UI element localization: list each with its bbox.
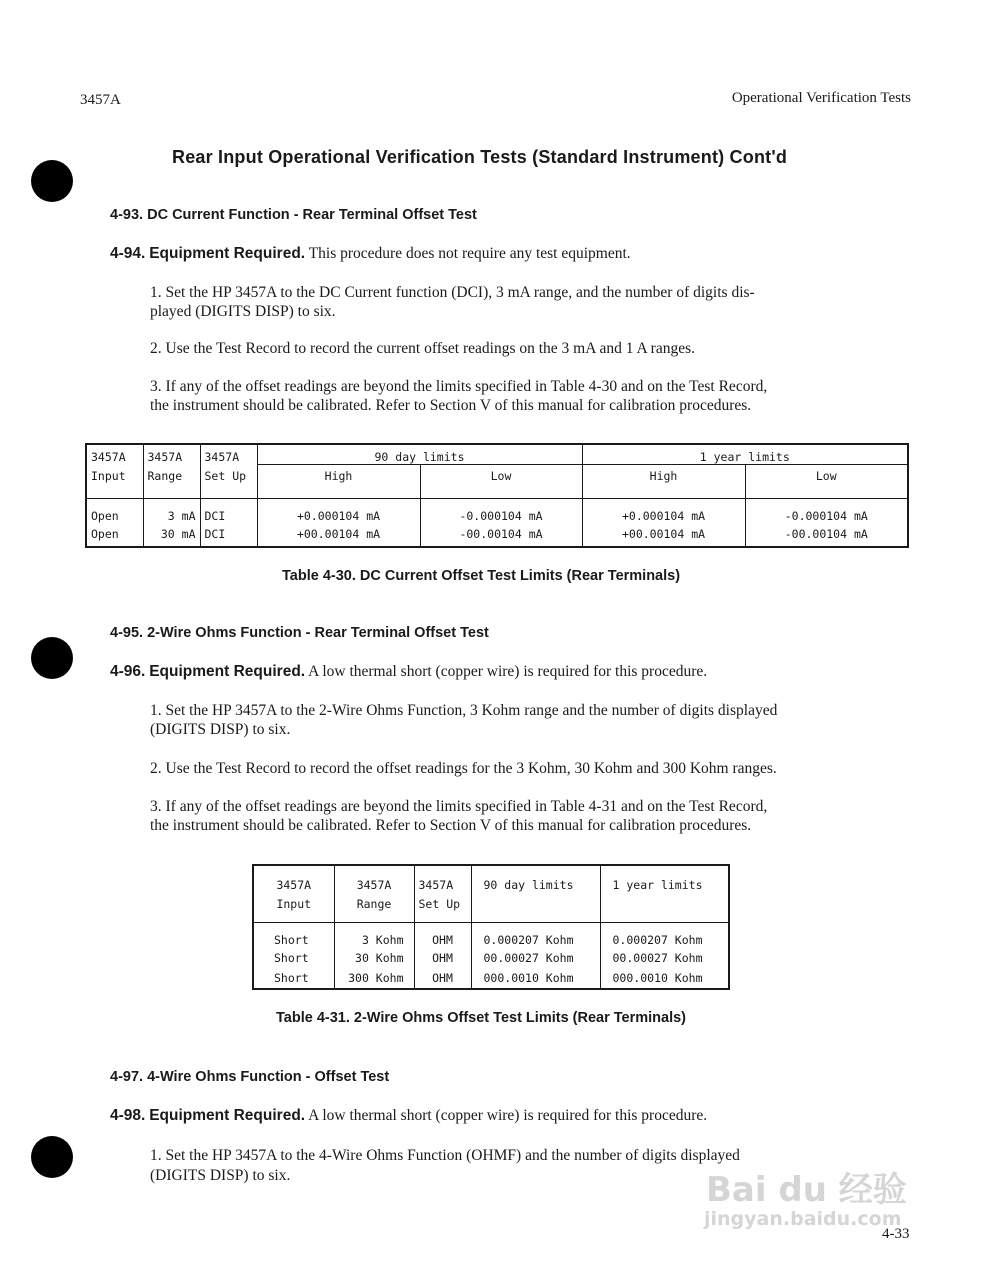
section-number: 4-93. <box>110 207 144 223</box>
col-setup-header-a: 3457A <box>414 865 471 892</box>
punch-hole-middle <box>31 637 73 679</box>
paragraph-number: 4-98. <box>110 1107 146 1124</box>
col-range-header-a: 3457A <box>143 444 200 465</box>
table-row <box>86 523 908 547</box>
section-title: DC Current Function - Rear Terminal Offset Test <box>147 207 477 223</box>
col-range-header-b: Range <box>143 465 200 499</box>
section-heading-4-93 <box>110 207 477 223</box>
step-line: 2. Use the Test Record to record the offset readings for the 3 Kohm, 30 Kohm and 300 Kohm ranges. <box>150 760 777 777</box>
paragraph-4-94 <box>110 244 631 264</box>
step-line: 1. Set the HP 3457A to the 2-Wire Ohms Function, 3 Kohm range and the number of digits displayed <box>150 702 778 719</box>
col-group-1year: 1 year limits <box>582 444 908 465</box>
step-line: the instrument should be calibrated. Refer to Section V of this manual for calibration procedures. <box>150 817 752 834</box>
table-4-30 <box>85 443 909 548</box>
section-heading-4-97 <box>110 1069 389 1085</box>
step-line: 1. Set the HP 3457A to the 4-Wire Ohms Function (OHMF) and the number of digits displayed <box>150 1147 740 1164</box>
cell-input: Open <box>86 499 143 524</box>
col-input-header-b: Input <box>86 465 143 499</box>
cell-input: Short <box>253 947 334 967</box>
col-input-header-a: 3457A <box>253 865 334 892</box>
cell-1year: 000.0010 Kohm <box>612 970 703 985</box>
paragraph-number: 4-96. <box>110 663 146 680</box>
paragraph-label: Equipment Required. <box>149 245 306 262</box>
col-90day-header: 90 day limits <box>471 865 600 892</box>
section-number: 4-95. <box>110 625 144 641</box>
col-range-header-b: Range <box>334 892 414 922</box>
page-number: 4-33 <box>882 1226 910 1242</box>
paragraph-label: Equipment Required. <box>149 663 306 680</box>
step-line: 2. Use the Test Record to record the current offset readings on the 3 mA and 1 A ranges. <box>150 340 696 357</box>
cell-range: 300 Kohm <box>334 967 414 989</box>
cell-setup: DCI <box>200 499 257 524</box>
cell-90day-high: +0.000104 mA <box>257 499 420 524</box>
cell-90day-low: -0.000104 mA <box>420 499 582 524</box>
step-line: (DIGITS DISP) to six. <box>150 721 291 738</box>
cell-1year-high: +00.00104 mA <box>582 523 745 547</box>
watermark-logo: Bai du 经验 <box>706 1170 907 1210</box>
cell-1year: 00.00027 Kohm <box>612 950 703 965</box>
section-number: 4-97. <box>110 1069 144 1085</box>
paragraph-4-98 <box>110 1106 707 1126</box>
cell-input: Open <box>86 523 143 547</box>
cell-1year-low: -0.000104 mA <box>784 509 868 523</box>
table-caption-4-30: Table 4-30. DC Current Offset Test Limits (Rear Terminals) <box>282 568 681 584</box>
cell-90day-high: +00.00104 mA <box>257 523 420 547</box>
cell-input: Short <box>253 967 334 989</box>
col-group-90day: 90 day limits <box>257 444 582 465</box>
cell-setup: DCI <box>200 523 257 547</box>
col-90day-high: High <box>257 465 420 499</box>
cell-90day: 000.0010 Kohm <box>471 967 600 989</box>
col-input-header-b: Input <box>253 892 334 922</box>
cell-range: 30 mA <box>143 523 200 547</box>
table-row <box>253 922 729 947</box>
header-chapter: Operational Verification Tests <box>731 90 911 106</box>
paragraph-text: A low thermal short (copper wire) is required for this procedure. <box>308 1107 708 1124</box>
section-title: 2-Wire Ohms Function - Rear Terminal Offset Test <box>147 625 489 641</box>
cell-1year-high: +0.000104 mA <box>582 499 745 524</box>
cell-setup: OHM <box>414 967 471 989</box>
paragraph-text: This procedure does not require any test equipment. <box>308 245 631 262</box>
step-line: the instrument should be calibrated. Refer to Section V of this manual for calibration procedures. <box>150 397 752 414</box>
step-line: played (DIGITS DISP) to six. <box>150 303 336 320</box>
col-setup-header-b: Set Up <box>200 465 257 499</box>
col-range-header-a: 3457A <box>334 865 414 892</box>
paragraph-text: A low thermal short (copper wire) is required for this procedure. <box>308 663 708 680</box>
section-heading-4-95 <box>110 625 489 641</box>
cell-range: 30 Kohm <box>334 947 414 967</box>
page-title: Rear Input Operational Verification Tests (Standard Instrument) Cont'd <box>172 147 788 167</box>
col-input-header-a: 3457A <box>86 444 143 465</box>
table-row <box>86 499 908 524</box>
table-row <box>253 967 729 989</box>
cell-90day: 0.000207 Kohm <box>471 922 600 947</box>
header-model: 3457A <box>80 92 121 108</box>
cell-input: Short <box>253 922 334 947</box>
col-90day-low: Low <box>420 465 582 499</box>
step-line: 3. If any of the offset readings are beyond the limits specified in Table 4-30 and on the Test Record, <box>150 378 768 395</box>
cell-1year: 0.000207 Kohm <box>612 932 703 947</box>
col-1year-high: High <box>582 465 745 499</box>
punch-hole-top <box>31 160 73 202</box>
step-line: 1. Set the HP 3457A to the DC Current function (DCI), 3 mA range, and the number of digits dis- <box>150 284 755 301</box>
watermark-url: jingyan.baidu.com <box>704 1208 902 1230</box>
punch-hole-bottom <box>31 1136 73 1178</box>
paragraph-4-96 <box>110 662 707 682</box>
cell-setup: OHM <box>414 947 471 967</box>
cell-setup: OHM <box>414 922 471 947</box>
cell-range: 3 mA <box>143 499 200 524</box>
col-setup-header-a: 3457A <box>200 444 257 465</box>
cell-range: 3 Kohm <box>334 922 414 947</box>
paragraph-number: 4-94. <box>110 245 146 262</box>
col-1year-low: Low <box>745 465 908 499</box>
paragraph-label: Equipment Required. <box>149 1107 306 1124</box>
cell-1year-low: -00.00104 mA <box>784 527 868 541</box>
col-1year-header: 1 year limits <box>612 878 703 892</box>
cell-90day: 00.00027 Kohm <box>471 947 600 967</box>
table-row <box>253 947 729 967</box>
cell-90day-low: -00.00104 mA <box>420 523 582 547</box>
section-title: 4-Wire Ohms Function - Offset Test <box>147 1069 390 1085</box>
step-line: 3. If any of the offset readings are beyond the limits specified in Table 4-31 and on the Test Record, <box>150 798 768 815</box>
table-caption-4-31: Table 4-31. 2-Wire Ohms Offset Test Limits (Rear Terminals) <box>276 1010 687 1026</box>
col-setup-header-b: Set Up <box>414 892 471 922</box>
table-4-31 <box>252 864 730 990</box>
step-line: (DIGITS DISP) to six. <box>150 1167 291 1184</box>
